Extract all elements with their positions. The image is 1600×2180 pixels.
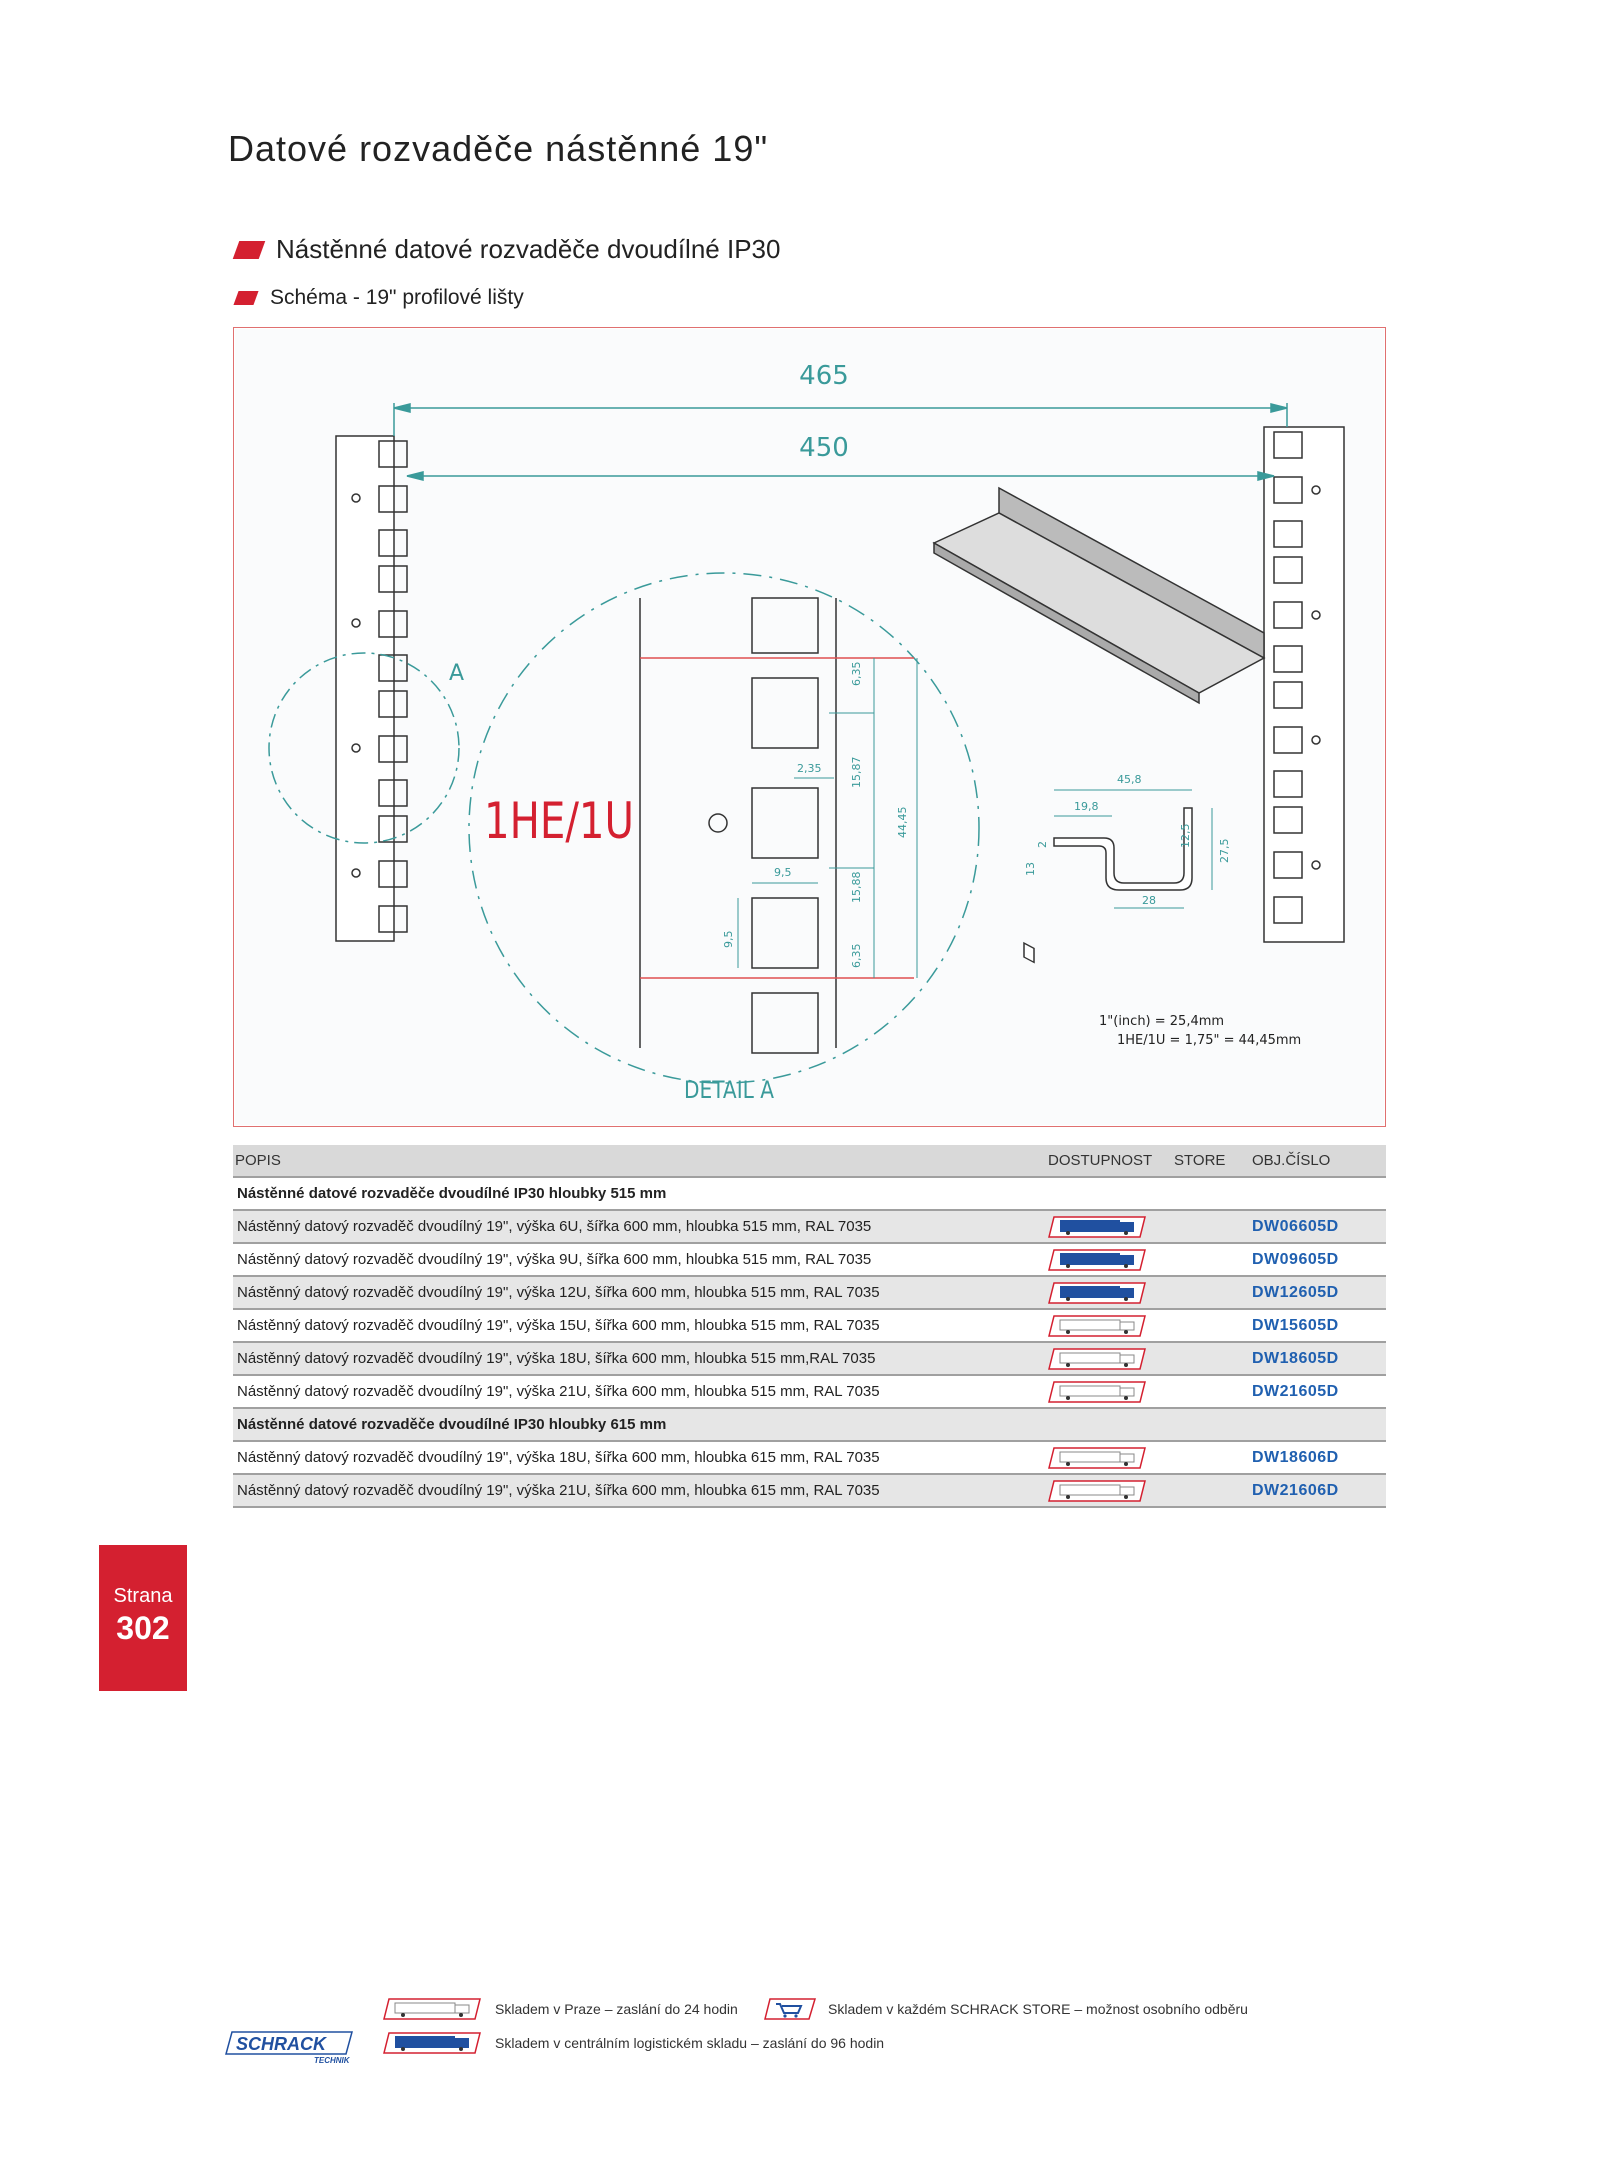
dim-1587: 15,87 (850, 756, 863, 788)
rail-schematic-diagram (233, 327, 1386, 1127)
dim-4445: 44,45 (896, 806, 909, 838)
label-a: A (449, 661, 465, 686)
row-store (1170, 1243, 1248, 1276)
right-rail (1264, 427, 1344, 942)
table-row (233, 1243, 1386, 1276)
row-code: DW06605D (1248, 1210, 1386, 1243)
white-truck-icon (383, 1996, 483, 2022)
row-desc: Nástěnný datový rozvaděč dvoudílný 19", výška 18U, šířka 600 mm, hloubka 615 mm, RAL 7035 (233, 1441, 1044, 1474)
dim-95-v: 9,5 (722, 930, 735, 948)
dim-1588: 15,88 (850, 871, 863, 903)
note-he: 1HE/1U = 1,75" = 44,45mm (1117, 1033, 1302, 1048)
page-number-badge (99, 1545, 187, 1691)
table-row (233, 1441, 1386, 1474)
row-desc: Nástěnný datový rozvaděč dvoudílný 19", výška 21U, šířka 600 mm, hloubka 515 mm, RAL 7035 (233, 1375, 1044, 1408)
legend-white-truck (383, 1996, 738, 2022)
legend-white-text: Skladem v Praze – zaslání do 24 hodin (495, 2001, 738, 2017)
dim-235: 2,35 (797, 762, 822, 775)
blue-truck-icon (1044, 1210, 1170, 1243)
row-store (1170, 1375, 1248, 1408)
profile-198: 19,8 (1074, 800, 1099, 813)
row-desc: Nástěnný datový rozvaděč dvoudílný 19", výška 12U, šířka 600 mm, hloubka 515 mm, RAL 7035 (233, 1276, 1044, 1309)
section-heading (236, 234, 780, 265)
group-header-615 (233, 1408, 1386, 1441)
header-popis: POPIS (233, 1145, 1044, 1177)
dim-95-h: 9,5 (774, 866, 792, 879)
table-row (233, 1342, 1386, 1375)
row-code: DW12605D (1248, 1276, 1386, 1309)
subsection-marker-icon (233, 291, 258, 305)
row-desc: Nástěnný datový rozvaděč dvoudílný 19", výška 15U, šířka 600 mm, hloubka 515 mm, RAL 7035 (233, 1309, 1044, 1342)
white-truck-icon (1044, 1375, 1170, 1408)
logo-subtext: TECHNIK (314, 2056, 350, 2065)
note-inch: 1"(inch) = 25,4mm (1099, 1014, 1225, 1029)
dim-450-label: 450 (799, 433, 849, 463)
label-1he-1u: 1HE/1U (484, 792, 634, 850)
table-row (233, 1375, 1386, 1408)
table-row (233, 1309, 1386, 1342)
row-code: DW09605D (1248, 1243, 1386, 1276)
rail-schematic-svg (234, 328, 1385, 1126)
dim-635-top: 6,35 (850, 661, 863, 686)
page-title: Datové rozvaděče nástěnné 19" (228, 128, 769, 169)
header-store: STORE (1170, 1145, 1248, 1177)
profile-2: 2 (1036, 841, 1049, 848)
profile-275: 27,5 (1218, 838, 1231, 863)
table-row (233, 1276, 1386, 1309)
table-row (233, 1474, 1386, 1507)
profile-13: 13 (1024, 862, 1037, 876)
group-header-515 (233, 1177, 1386, 1210)
profile-28: 28 (1142, 894, 1156, 907)
row-store (1170, 1210, 1248, 1243)
subsection-heading (236, 286, 524, 310)
blue-truck-icon (383, 2030, 483, 2056)
group-title: Nástěnné datové rozvaděče dvoudílné IP30 hloubky 615 mm (233, 1408, 1386, 1441)
store-cart-icon (764, 1996, 816, 2022)
section-marker-icon (233, 241, 266, 259)
row-store (1170, 1441, 1248, 1474)
row-desc: Nástěnný datový rozvaděč dvoudílný 19", výška 18U, šířka 600 mm, hloubka 515 mm,RAL 7035 (233, 1342, 1044, 1375)
row-code: DW18605D (1248, 1342, 1386, 1375)
dim-635-bottom: 6,35 (850, 943, 863, 968)
logo-text: SCHRACK (236, 2034, 326, 2054)
legend-store-text: Skladem v každém SCHRACK STORE – možnost osobního odběru (828, 2001, 1248, 2017)
legend-blue-text: Skladem v centrálním logistickém skladu – zaslání do 96 hodin (495, 2035, 885, 2051)
white-truck-icon (1044, 1474, 1170, 1507)
white-truck-icon (1044, 1441, 1170, 1474)
row-desc: Nástěnný datový rozvaděč dvoudílný 19", výška 21U, šířka 600 mm, hloubka 615 mm, RAL 7035 (233, 1474, 1044, 1507)
row-code: DW15605D (1248, 1309, 1386, 1342)
blue-truck-icon (1044, 1243, 1170, 1276)
legend-store (764, 1996, 1248, 2022)
header-obj: OBJ.ČÍSLO (1248, 1145, 1386, 1177)
product-table (233, 1145, 1386, 1508)
section-heading-text: Nástěnné datové rozvaděče dvoudílné IP30 (276, 234, 781, 264)
row-store (1170, 1474, 1248, 1507)
row-store (1170, 1342, 1248, 1375)
row-code: DW21605D (1248, 1375, 1386, 1408)
label-detail-a: DETAIL A (684, 1076, 775, 1104)
legend-blue-truck (383, 2030, 884, 2056)
group-title: Nástěnné datové rozvaděče dvoudílné IP30 hloubky 515 mm (233, 1177, 1386, 1210)
subsection-heading-text: Schéma - 19" profilové lišty (270, 286, 524, 309)
table-header (233, 1145, 1386, 1177)
white-truck-icon (1044, 1342, 1170, 1375)
white-truck-icon (1044, 1309, 1170, 1342)
row-store (1170, 1276, 1248, 1309)
header-dostupnost: DOSTUPNOST (1044, 1145, 1170, 1177)
footer (0, 1990, 1600, 2070)
dim-465-label: 465 (799, 361, 849, 391)
blue-truck-icon (1044, 1276, 1170, 1309)
page-number: 302 (116, 1610, 170, 1646)
schrack-logo (224, 2030, 354, 2069)
row-code: DW21606D (1248, 1474, 1386, 1507)
table-row (233, 1210, 1386, 1243)
row-desc: Nástěnný datový rozvaděč dvoudílný 19", výška 6U, šířka 600 mm, hloubka 515 mm, RAL 7035 (233, 1210, 1044, 1243)
row-store (1170, 1309, 1248, 1342)
page-number-label: Strana (113, 1585, 173, 1607)
profile-458: 45,8 (1117, 773, 1142, 786)
row-desc: Nástěnný datový rozvaděč dvoudílný 19", výška 9U, šířka 600 mm, hloubka 515 mm, RAL 7035 (233, 1243, 1044, 1276)
profile-125: 12,5 (1179, 823, 1192, 848)
row-code: DW18606D (1248, 1441, 1386, 1474)
